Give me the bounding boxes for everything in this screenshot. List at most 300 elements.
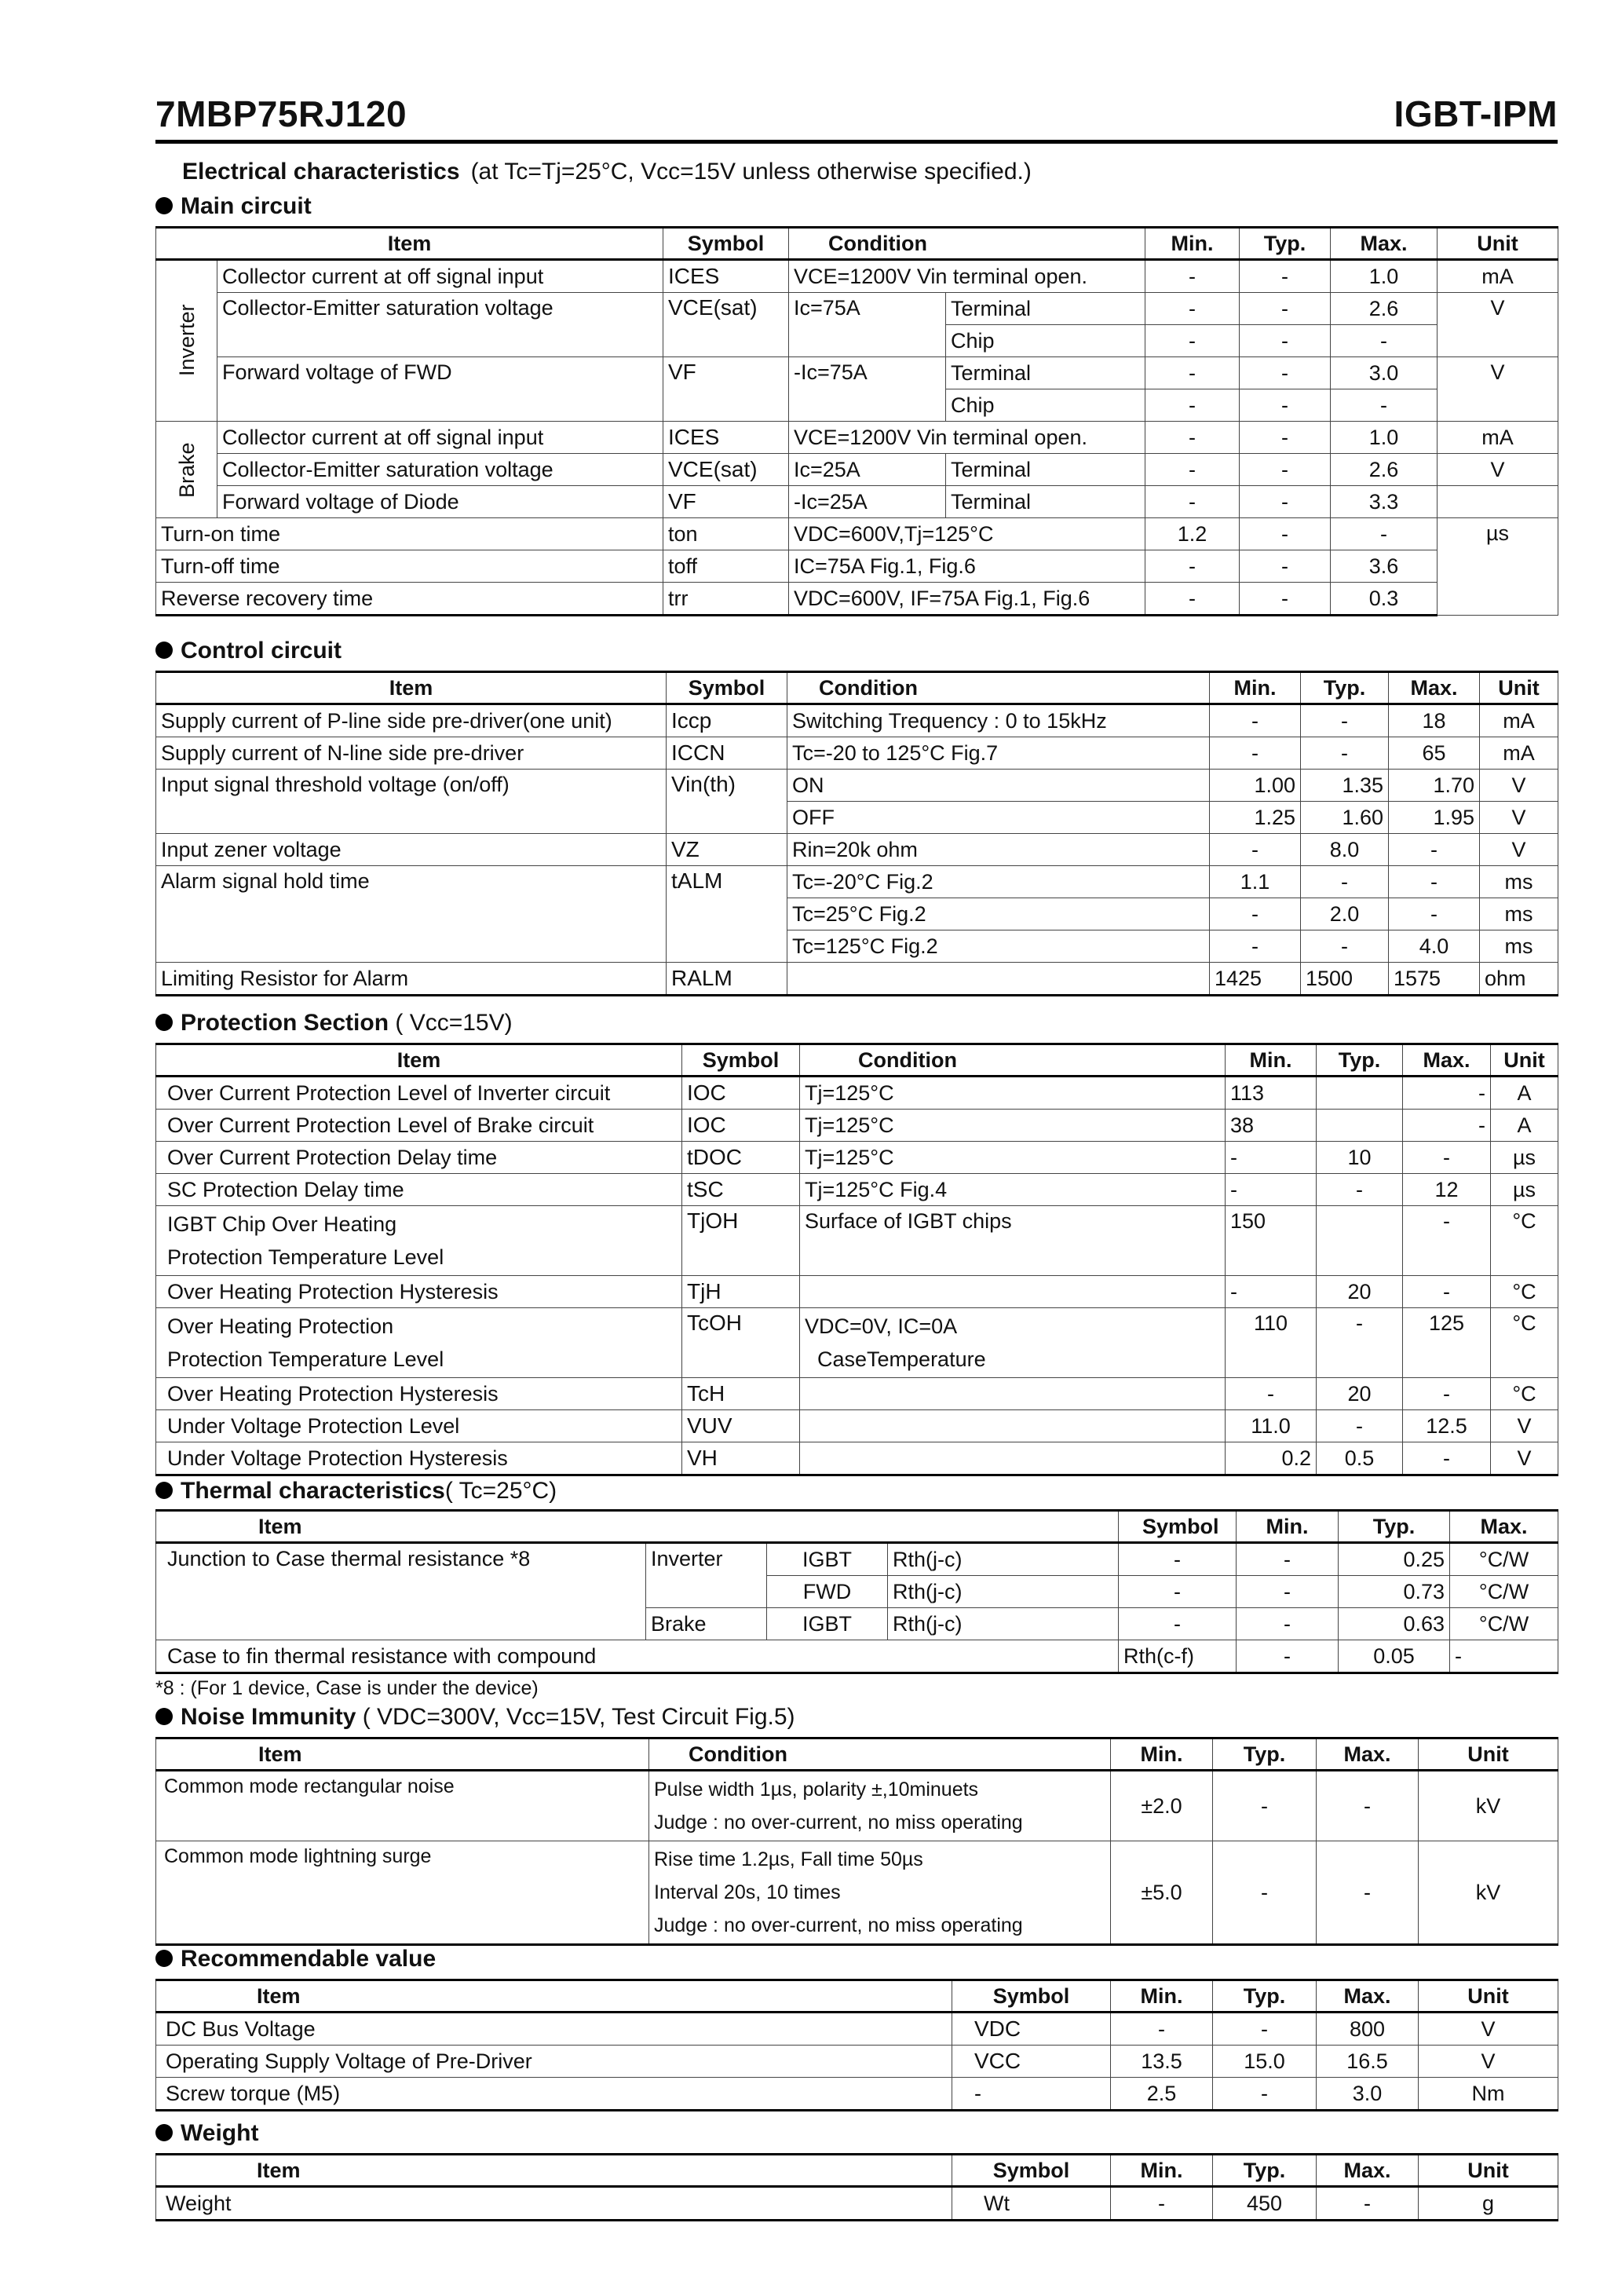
table-cell: Tj=125°C [800,1110,1226,1142]
table-cell: µs [1491,1142,1558,1174]
table-cell: ms [1480,930,1558,963]
table-cell: 1.60 [1301,802,1389,834]
table-cell: - [1331,325,1438,357]
table-cell: TcOH [682,1308,800,1378]
table-cell: Supply current of P-line side pre-driver(one unit) [156,704,667,737]
column-header: Max. [1403,1044,1491,1077]
column-header: Unit [1419,2155,1558,2187]
table-cell: Tc=125°C Fig.2 [787,930,1210,963]
table-cell: ms [1480,866,1558,898]
table-cell: VF [663,357,789,422]
table-cell: - [1111,2187,1213,2221]
table-cell: Inverter [646,1543,767,1608]
table-cell: °C [1491,1378,1558,1410]
table-cell: Tj=125°C [800,1142,1226,1174]
table-cell: mA [1438,260,1558,293]
bullet-icon [155,1950,173,1967]
main-circuit-heading [155,193,312,220]
control-circuit-table [155,671,1558,996]
table-cell: RALM [667,963,787,996]
table-cell: - [1240,583,1331,616]
table-cell: 150 [1226,1206,1317,1276]
table-cell: FWD [767,1576,888,1608]
table-cell: 0.3 [1331,583,1438,616]
table-cell: Chip [946,389,1145,422]
table-cell: - [1403,1142,1491,1174]
table-cell: 12 [1403,1174,1491,1206]
table-cell: ton [663,518,789,550]
column-header: Symbol [682,1044,800,1077]
table-cell: 1.1 [1210,866,1301,898]
table-cell: - [1145,293,1240,325]
table-cell: Input signal threshold voltage (on/off) [156,770,667,834]
table-row [156,422,1558,454]
bullet-icon [155,1482,173,1499]
table-cell: Rise time 1.2µs, Fall time 50µs Interval 20s, 10 times Judge : no over-current, no miss operating [649,1841,1111,1945]
column-header: Min. [1145,228,1240,260]
table-cell: 4.0 [1389,930,1480,963]
table-cell [800,1378,1226,1410]
table-row [156,293,1558,325]
part-number: 7MBP75RJ120 [155,93,407,134]
table-cell: Terminal [946,486,1145,518]
table-cell [800,1442,1226,1475]
table-row [156,1174,1558,1206]
electrical-characteristics-heading [182,159,1032,185]
table-cell: IGBT Chip Over Heating Protection Temperature Level [156,1206,682,1276]
table-cell: - [1145,325,1240,357]
table-cell: -Ic=75A [789,357,946,422]
table-cell: - [1403,1276,1491,1308]
table-cell: 3.0 [1317,2078,1419,2111]
table-cell: Over Heating Protection Protection Temperature Level [156,1308,682,1378]
table-cell: 1.0 [1331,260,1438,293]
table-cell: Under Voltage Protection Hysteresis [156,1442,682,1475]
column-header: Item [156,1738,649,1771]
table-cell: 8.0 [1301,834,1389,866]
column-header: Item [156,1511,1119,1543]
table-cell: Over Current Protection Delay time [156,1142,682,1174]
table-cell: TjOH [682,1206,800,1276]
table-cell: VDC [952,2013,1111,2046]
column-header: Item [156,672,667,704]
column-header: Item [156,228,663,260]
table-cell: - [1317,1174,1403,1206]
table-cell: Over Heating Protection Hysteresis [156,1276,682,1308]
table-cell: 20 [1317,1276,1403,1308]
table-cell: V [1491,1442,1558,1475]
table-cell: - [1210,834,1301,866]
noise-table [155,1737,1558,1946]
table-row [156,1206,1558,1276]
table-cell: - [1317,1410,1403,1442]
table-cell: 1500 [1301,963,1389,996]
table-cell: kV [1419,1841,1558,1945]
table-cell: Case to fin thermal resistance with compound [156,1640,1119,1673]
table-cell: SC Protection Delay time [156,1174,682,1206]
table-cell: - [1389,866,1480,898]
table-cell: - [1403,1206,1491,1276]
table-cell: IOC [682,1110,800,1142]
column-header: Symbol [1119,1511,1237,1543]
table-cell: V [1438,454,1558,486]
table-cell: VUV [682,1410,800,1442]
column-header: Condition [787,672,1210,704]
table-cell: - [1240,454,1331,486]
table-header [156,1044,1558,1077]
column-header: Symbol [663,228,789,260]
table-cell: Rin=20k ohm [787,834,1210,866]
table-cell: - [1317,1308,1403,1378]
table-cell: Over Heating Protection Hysteresis [156,1378,682,1410]
column-header: Unit [1480,672,1558,704]
protection-heading: Protection Section ( Vcc=15V) [155,1010,513,1036]
table-cell: Iccp [667,704,787,737]
table-cell: - [1240,357,1331,389]
table-cell: - [1403,1077,1491,1110]
table-cell [1317,1110,1403,1142]
table-cell: Operating Supply Voltage of Pre-Driver [156,2046,952,2078]
table-cell: Terminal [946,454,1145,486]
table-cell: Collector-Emitter saturation voltage [217,454,663,486]
table-cell: tDOC [682,1142,800,1174]
table-cell: - [1317,1841,1419,1945]
table-cell: Tj=125°C [800,1077,1226,1110]
column-header: Min. [1111,1738,1213,1771]
bullet-icon [155,197,173,214]
weight-table [155,2153,1558,2221]
table-cell: - [1210,930,1301,963]
table-cell: Rth(j-c) [888,1608,1119,1640]
table-cell: 800 [1317,2013,1419,2046]
column-header: Symbol [667,672,787,704]
table-cell: Weight [156,2187,952,2221]
table-cell: Chip [946,325,1145,357]
table-cell: ±2.0 [1111,1771,1213,1841]
table-cell: Tc=25°C Fig.2 [787,898,1210,930]
table-row [156,1410,1558,1442]
section-title: Noise Immunity [181,1704,356,1730]
table-cell: Rth(j-c) [888,1543,1119,1576]
table-cell: °C [1491,1206,1558,1276]
table-cell: A [1491,1077,1558,1110]
table-cell: VCE(sat) [663,454,789,486]
table-cell: Rth(j-c) [888,1576,1119,1608]
table-cell [1438,486,1558,518]
table-cell: V [1419,2046,1558,2078]
table-cell: Over Current Protection Level of Brake circuit [156,1110,682,1142]
table-cell: VCE(sat) [663,293,789,357]
table-cell: - [1317,1771,1419,1841]
table-cell: toff [663,550,789,583]
table-row [156,2078,1558,2111]
column-header: Item [156,1980,952,2013]
column-header: Unit [1419,1980,1558,2013]
thermal-heading: Thermal characteristics( Tc=25°C) [155,1478,557,1504]
table-cell: - [1145,389,1240,422]
table-cell: 2.5 [1111,2078,1213,2111]
table-cell: VCE=1200V Vin terminal open. [789,260,1145,293]
table-cell: - [1119,1608,1237,1640]
column-header: Unit [1438,228,1558,260]
table-cell: VDC=600V, IF=75A Fig.1, Fig.6 [789,583,1145,616]
table-cell: Turn-on time [156,518,663,550]
table-cell: - [1301,737,1389,770]
column-header: Condition [800,1044,1226,1077]
control-circuit-heading [155,638,342,664]
table-cell: Tj=125°C Fig.4 [800,1174,1226,1206]
table-cell: Over Current Protection Level of Inverter circuit [156,1077,682,1110]
table-cell: - [1317,2187,1419,2221]
table-cell: ohm [1480,963,1558,996]
table-cell: - [1145,550,1240,583]
table-cell: 2.0 [1301,898,1389,930]
table-cell: - [1240,422,1331,454]
table-row [156,866,1558,898]
table-cell: VDC=600V,Tj=125°C [789,518,1145,550]
table-cell: 1.2 [1145,518,1240,550]
table-cell: tALM [667,866,787,963]
table-cell: - [1389,898,1480,930]
table-cell: 110 [1226,1308,1317,1378]
table-cell [787,963,1210,996]
noise-heading: Noise Immunity ( VDC=300V, Vcc=15V, Test Circuit Fig.5) [155,1704,795,1731]
thermal-table [155,1509,1558,1674]
table-cell: - [1331,518,1438,550]
table-cell: - [1145,260,1240,293]
electrical-condition: (at Tc=Tj=25°C, Vcc=15V unless otherwise specified.) [470,159,1032,185]
table-cell: Input zener voltage [156,834,667,866]
table-cell: V [1480,834,1558,866]
table-cell: - [1119,1576,1237,1608]
column-header: Typ. [1213,1980,1317,2013]
table-cell: - [1119,1543,1237,1576]
table-row [156,1442,1558,1475]
table-cell: Forward voltage of FWD [217,357,663,422]
electrical-title: Electrical characteristics [182,159,460,185]
table-cell: A [1491,1110,1558,1142]
table-cell [800,1276,1226,1308]
table-row [156,1142,1558,1174]
table-cell: Rth(c-f) [1119,1640,1237,1673]
table-cell: mA [1480,737,1558,770]
table-cell: ICCN [667,737,787,770]
table-cell: - [1213,1771,1317,1841]
table-cell: Brake [646,1608,767,1640]
table-cell: - [1240,486,1331,518]
table-cell: 1425 [1210,963,1301,996]
column-header: Symbol [952,2155,1111,2187]
table-row [156,550,1558,583]
table-cell: -Ic=25A [789,486,946,518]
table-cell: - [1301,930,1389,963]
table-cell: Limiting Resistor for Alarm [156,963,667,996]
table-cell: VCC [952,2046,1111,2078]
table-row [156,518,1558,550]
table-cell: ±5.0 [1111,1841,1213,1945]
table-cell: kV [1419,1771,1558,1841]
table-cell: - [1403,1378,1491,1410]
table-cell: 2.6 [1331,454,1438,486]
bullet-icon [155,2124,173,2141]
column-header: Item [156,2155,952,2187]
table-row [156,357,1558,389]
brake-label: Brake [156,422,217,518]
table-row [156,737,1558,770]
column-header: Condition [789,228,1145,260]
table-cell: VCE=1200V Vin terminal open. [789,422,1145,454]
table-cell: 0.73 [1339,1576,1450,1608]
table-cell: - [1403,1110,1491,1142]
table-cell: 1.70 [1389,770,1480,802]
table-cell: 1.35 [1301,770,1389,802]
table-cell: - [1210,898,1301,930]
table-cell: 20 [1317,1378,1403,1410]
table-cell: Turn-off time [156,550,663,583]
column-header: Unit [1491,1044,1558,1077]
table-header [156,1738,1558,1771]
table-cell: Surface of IGBT chips [800,1206,1226,1276]
column-header: Typ. [1240,228,1331,260]
column-header: Min. [1237,1511,1339,1543]
table-cell: °C/W [1450,1608,1558,1640]
table-cell: 1.0 [1331,422,1438,454]
table-cell: Switching Trequency : 0 to 15kHz [787,704,1210,737]
table-cell: Collector current at off signal input [217,422,663,454]
table-cell: - [1213,2078,1317,2111]
table-cell: - [1213,1841,1317,1945]
table-cell: - [1237,1640,1339,1673]
table-cell: - [1240,260,1331,293]
inverter-label: Inverter [156,260,217,422]
table-cell: ms [1480,898,1558,930]
table-cell: - [1331,389,1438,422]
table-cell: ON [787,770,1210,802]
table-cell: Common mode lightning surge [156,1841,649,1945]
table-cell: 1.00 [1210,770,1301,802]
table-cell: Tc=-20 to 125°C Fig.7 [787,737,1210,770]
page-header [155,93,1558,144]
table-cell: 450 [1213,2187,1317,2221]
table-cell: µs [1491,1174,1558,1206]
table-cell [1317,1077,1403,1110]
table-cell: - [1145,454,1240,486]
table-cell: - [1213,2013,1317,2046]
table-cell: VF [663,486,789,518]
column-header: Max. [1389,672,1480,704]
table-cell: VZ [667,834,787,866]
recommendable-table [155,1979,1558,2111]
table-cell: V [1438,357,1558,422]
table-cell: - [1226,1142,1317,1174]
column-header: Condition [649,1738,1111,1771]
table-row [156,486,1558,518]
table-cell: Nm [1419,2078,1558,2111]
table-cell: Terminal [946,293,1145,325]
table-row [156,1640,1558,1673]
table-cell: 3.6 [1331,550,1438,583]
column-header: Typ. [1339,1511,1450,1543]
column-header: Typ. [1317,1044,1403,1077]
section-title: Recommendable value [181,1946,437,1972]
table-cell: Collector-Emitter saturation voltage [217,293,663,357]
product-type: IGBT-IPM [1394,93,1558,134]
table-cell: - [1226,1174,1317,1206]
table-cell: µs [1438,518,1558,616]
table-cell: 3.3 [1331,486,1438,518]
table-header [156,1511,1558,1543]
table-cell: Terminal [946,357,1145,389]
table-row [156,2046,1558,2078]
table-row [156,583,1558,616]
table-cell: 2.6 [1331,293,1438,325]
table-cell: 1575 [1389,963,1480,996]
table-cell: 12.5 [1403,1410,1491,1442]
table-cell: - [1240,293,1331,325]
column-header: Max. [1317,2155,1419,2187]
table-cell: V [1438,293,1558,357]
table-row [156,1077,1558,1110]
table-cell: TcH [682,1378,800,1410]
table-cell: Tc=-20°C Fig.2 [787,866,1210,898]
table-cell: IOC [682,1077,800,1110]
table-header [156,228,1558,260]
table-cell [800,1410,1226,1442]
table-cell: - [952,2078,1111,2111]
table-cell: °C/W [1450,1543,1558,1576]
table-cell: IGBT [767,1608,888,1640]
table-row [156,1841,1558,1945]
table-cell: - [1145,583,1240,616]
table-cell: VDC=0V, IC=0A CaseTemperature [800,1308,1226,1378]
table-cell: Wt [952,2187,1111,2221]
column-header: Typ. [1213,1738,1317,1771]
table-cell: 15.0 [1213,2046,1317,2078]
table-cell: - [1237,1576,1339,1608]
table-cell: - [1237,1543,1339,1576]
bullet-icon [155,1708,173,1725]
table-cell: V [1491,1410,1558,1442]
table-cell: - [1111,2013,1213,2046]
table-cell: - [1240,550,1331,583]
column-header: Max. [1331,228,1438,260]
table-row [156,704,1558,737]
table-header [156,2155,1558,2187]
column-header: Min. [1111,2155,1213,2187]
table-cell: °C/W [1450,1576,1558,1608]
table-cell: Supply current of N-line side pre-driver [156,737,667,770]
table-cell: - [1210,704,1301,737]
table-cell: ICES [663,422,789,454]
table-cell: - [1450,1640,1558,1673]
table-cell: 16.5 [1317,2046,1419,2078]
table-cell: - [1389,834,1480,866]
table-cell: 13.5 [1111,2046,1213,2078]
table-cell: mA [1438,422,1558,454]
table-cell: 0.5 [1317,1442,1403,1475]
table-row [156,770,1558,802]
table-row [156,2013,1558,2046]
column-header: Item [156,1044,682,1077]
table-cell: 0.05 [1339,1640,1450,1673]
table-cell: 125 [1403,1308,1491,1378]
table-cell: 113 [1226,1077,1317,1110]
table-cell: - [1145,486,1240,518]
table-cell: - [1237,1608,1339,1640]
table-cell: g [1419,2187,1558,2221]
table-cell: Forward voltage of Diode [217,486,663,518]
table-cell: - [1226,1378,1317,1410]
